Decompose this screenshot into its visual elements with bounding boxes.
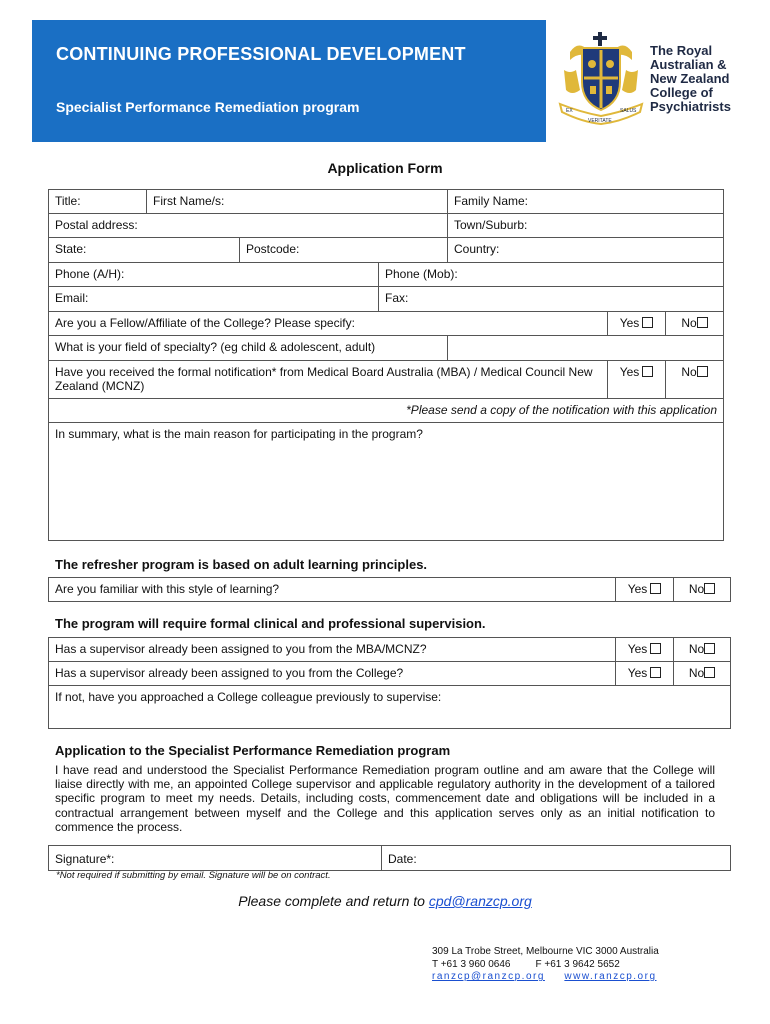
first-names-field[interactable]: [146, 189, 448, 214]
country-field[interactable]: [447, 237, 724, 263]
crest-supporter-right-icon: [622, 70, 638, 93]
email-link[interactable]: ranzcp@ranzcp.org: [432, 971, 545, 982]
refresher-question: [48, 577, 616, 602]
summary-field[interactable]: [48, 422, 724, 541]
crest-cross-icon: [593, 32, 607, 46]
college-address: [432, 946, 659, 984]
refresher-yes-option[interactable]: [615, 577, 674, 602]
yes-label: Yes: [627, 582, 648, 596]
fax-number: F +61 3 9642 5652: [535, 958, 620, 970]
town-suburb-field[interactable]: [447, 213, 724, 238]
no-label: No: [681, 316, 697, 330]
contact-links: [432, 971, 659, 984]
refresher-heading: The refresher program is based on adult learning principles.: [55, 557, 428, 572]
fellow-question-text: Are you a Fellow/Affiliate of the College? Please specify:: [55, 316, 355, 330]
phone-number: T +61 3 960 0646: [432, 958, 511, 970]
address-line: 309 La Trobe Street, Melbourne VIC 3000 Australia: [432, 946, 659, 957]
supervisor-college-no-checkbox[interactable]: [704, 667, 715, 678]
state-label: State:: [55, 242, 87, 256]
college-name: [650, 44, 731, 114]
email-field[interactable]: [48, 286, 379, 312]
return-text: Please complete and return to: [238, 893, 425, 909]
college-name-line: College of: [650, 85, 713, 100]
signature-label: Signature*:: [55, 852, 115, 866]
no-label: No: [681, 365, 697, 379]
family-name-label: Family Name:: [454, 194, 529, 208]
supervisor-mba-no-option[interactable]: [673, 637, 731, 662]
college-name-line: New Zealand: [650, 71, 730, 86]
fellow-yes-checkbox[interactable]: [642, 317, 653, 328]
email-label: Email:: [55, 291, 89, 305]
notification-no-option[interactable]: [665, 360, 724, 399]
no-label: No: [688, 666, 705, 680]
contact-numbers: [432, 959, 659, 972]
fellow-no-option[interactable]: [665, 311, 724, 336]
approached-colleague-field[interactable]: [48, 685, 731, 729]
yes-label: Yes: [619, 316, 640, 330]
family-name-field[interactable]: [447, 189, 724, 214]
supervisor-college-question: [48, 661, 616, 686]
postcode-label: Postcode:: [246, 242, 300, 256]
phone-ah-label: Phone (A/H):: [55, 267, 125, 281]
approached-colleague-text: If not, have you approached a College colleague previously to supervise:: [55, 690, 442, 704]
specialty-question-text: What is your field of specialty? (eg child & adolescent, adult): [55, 340, 376, 354]
title-label: Title:: [55, 194, 81, 208]
college-name-line: Australian &: [650, 57, 727, 72]
postal-address-label: Postal address:: [55, 218, 138, 232]
supervisor-college-text: Has a supervisor already been assigned to you from the College?: [55, 666, 404, 680]
college-name-line: The Royal: [650, 43, 713, 58]
town-suburb-label: Town/Suburb:: [454, 218, 528, 232]
crest-supporter-left-icon: [564, 70, 580, 93]
yes-label: Yes: [627, 666, 648, 680]
no-label: No: [688, 582, 705, 596]
supervisor-college-yes-option[interactable]: [615, 661, 674, 686]
signature-note: *Not required if submitting by email. Signature will be on contract.: [56, 870, 331, 881]
crest-motto-1: EX: [566, 108, 573, 114]
fellow-question: [48, 311, 608, 336]
form-title: Application Form: [327, 160, 443, 176]
notification-question-text: Have you received the formal notification* from Medical Board Australia (MBA) / Medical Council New Zealand (MCNZ): [55, 365, 593, 393]
notification-note-text: *Please send a copy of the notification with this application: [406, 403, 717, 417]
fellow-yes-option[interactable]: [607, 311, 666, 336]
notification-question: [48, 360, 608, 399]
signature-field[interactable]: [48, 845, 382, 871]
title-field[interactable]: [48, 189, 147, 214]
notification-note: [48, 398, 724, 423]
state-field[interactable]: [48, 237, 240, 263]
refresher-yes-checkbox[interactable]: [650, 583, 661, 594]
date-label: Date:: [388, 852, 417, 866]
fax-field[interactable]: [378, 286, 724, 312]
crest-motto-3: SALUS: [620, 108, 637, 114]
first-names-label: First Name/s:: [153, 194, 225, 208]
supervisor-mba-yes-checkbox[interactable]: [650, 643, 661, 654]
website-link[interactable]: www.ranzcp.org: [564, 971, 657, 982]
supervisor-mba-question: [48, 637, 616, 662]
supervisor-mba-no-checkbox[interactable]: [704, 643, 715, 654]
return-email-link[interactable]: cpd@ranzcp.org: [428, 893, 532, 909]
notification-yes-option[interactable]: [607, 360, 666, 399]
supervisor-mba-text: Has a supervisor already been assigned to you from the MBA/MCNZ?: [55, 642, 427, 656]
college-name-line: Psychiatrists: [650, 99, 731, 114]
refresher-no-option[interactable]: [673, 577, 731, 602]
refresher-no-checkbox[interactable]: [704, 583, 715, 594]
phone-ah-field[interactable]: [48, 262, 379, 287]
no-label: No: [688, 642, 705, 656]
banner-title: CONTINUING PROFESSIONAL DEVELOPMENT: [56, 44, 466, 64]
supervisor-college-yes-checkbox[interactable]: [650, 667, 661, 678]
header-banner: [32, 20, 546, 142]
postal-address-field[interactable]: [48, 213, 448, 238]
fellow-no-checkbox[interactable]: [697, 317, 708, 328]
banner-subtitle: Specialist Performance Remediation program: [56, 99, 360, 115]
supervisor-mba-yes-option[interactable]: [615, 637, 674, 662]
specialty-question: [48, 335, 448, 361]
supervisor-college-no-option[interactable]: [673, 661, 731, 686]
application-paragraph: I have read and understood the Specialist Performance Remediation program outline and am aware that the College will liaise directly with me, an appointed College supervisor and applicable regulatory authority in the development of a tailored specific program to meet my needs. Details, including costs, commencement date and obligations will be included in a contractual arrangement between myself and the College and this application serves only as an initial notification to commence the process.: [55, 763, 715, 834]
yes-label: Yes: [619, 365, 640, 379]
return-instructions: [0, 893, 770, 909]
country-label: Country:: [454, 242, 500, 256]
fax-label: Fax:: [385, 291, 409, 305]
supervision-heading: The program will require formal clinical and professional supervision.: [55, 616, 486, 631]
date-field[interactable]: [381, 845, 731, 871]
application-heading: Application to the Specialist Performance Remediation program: [55, 743, 451, 758]
crest-motto-2: VERITATE: [588, 118, 612, 124]
specialty-answer-field[interactable]: [447, 335, 724, 361]
college-crest-logo: [556, 30, 646, 130]
postcode-field[interactable]: [239, 237, 448, 263]
phone-mob-field[interactable]: [378, 262, 724, 287]
notification-no-checkbox[interactable]: [697, 366, 708, 377]
refresher-question-text: Are you familiar with this style of learning?: [55, 582, 280, 596]
phone-mob-label: Phone (Mob):: [385, 267, 458, 281]
summary-question-text: In summary, what is the main reason for participating in the program?: [55, 427, 423, 441]
yes-label: Yes: [627, 642, 648, 656]
notification-yes-checkbox[interactable]: [642, 366, 653, 377]
